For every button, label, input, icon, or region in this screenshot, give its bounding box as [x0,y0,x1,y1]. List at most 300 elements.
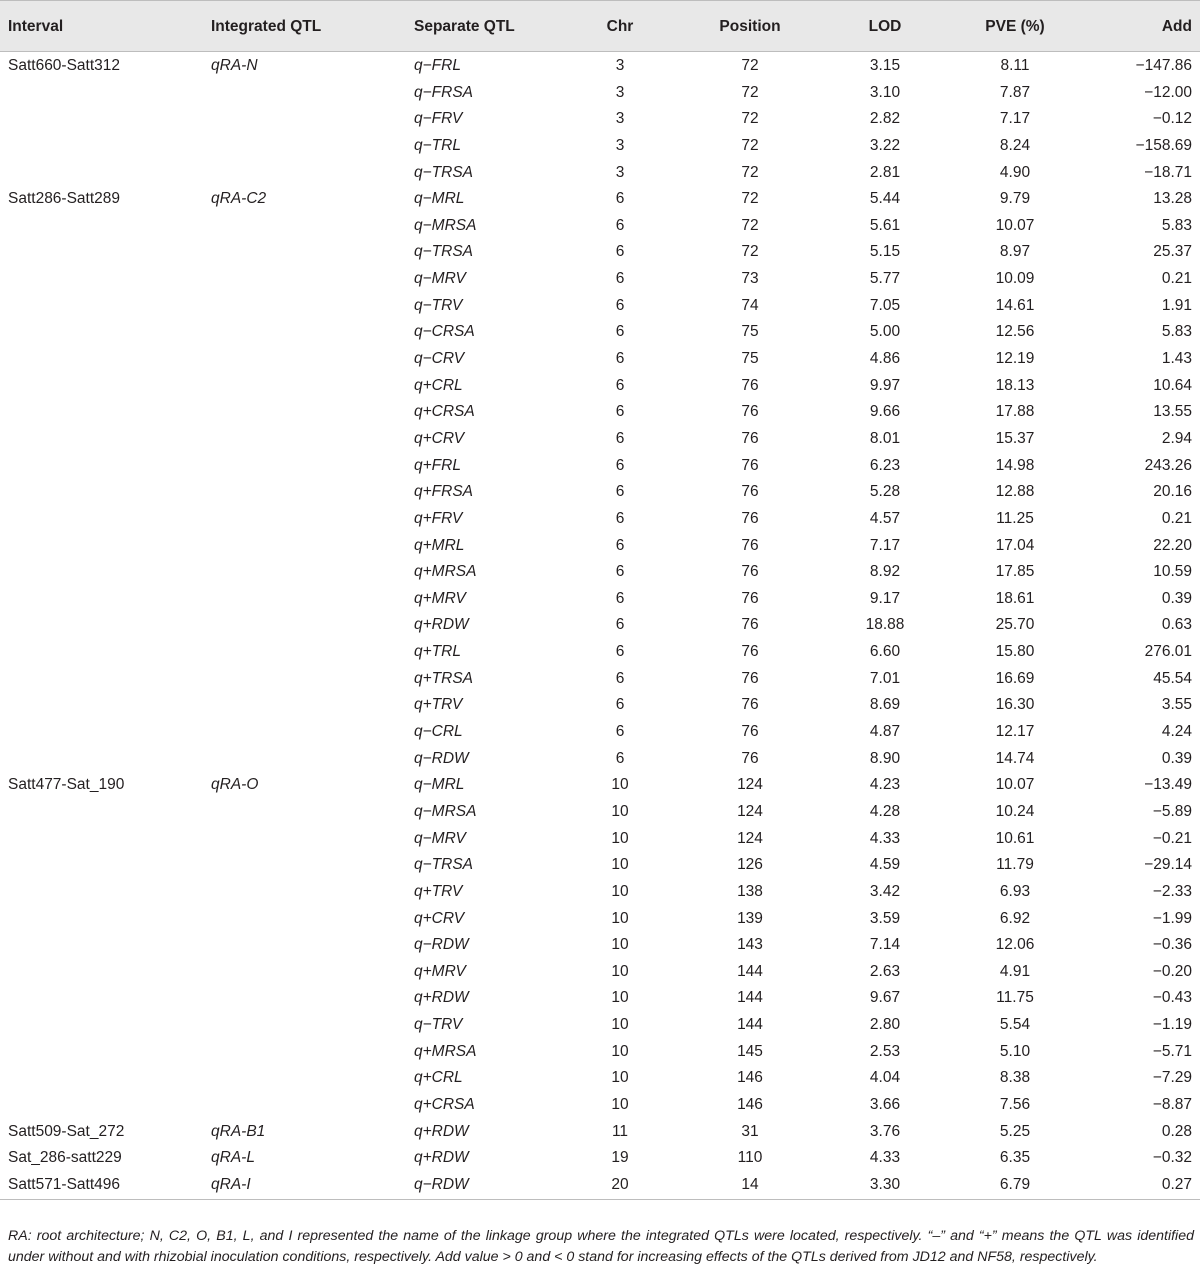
cell-chr: 19 [611,1149,629,1167]
cell-chr: 6 [615,696,625,714]
table-row [0,160,1200,187]
cell-separate-qtl: q+MRV [414,962,466,980]
table-row [0,985,1200,1012]
table-row [0,1065,1200,1092]
cell-pve: 15.80 [995,643,1035,661]
cell-chr: 6 [615,723,625,741]
cell-position: 76 [741,696,759,714]
table-row [0,666,1200,693]
cell-chr: 6 [615,216,625,234]
table-row [0,1039,1200,1066]
cell-position: 31 [741,1122,759,1140]
cell-position: 75 [741,350,759,368]
cell-interval: Satt660-Satt312 [8,57,121,74]
cell-position: 144 [737,1016,763,1034]
cell-separate-qtl: q−TRSA [414,163,474,181]
table-row [0,346,1200,373]
cell-chr: 10 [611,909,629,927]
cell-separate-qtl: q−RDW [414,749,469,767]
cell-chr: 6 [615,403,625,421]
cell-chr: 6 [615,323,625,341]
cell-lod: 2.80 [869,1016,901,1034]
cell-pve: 10.09 [995,270,1035,288]
cell-add: 45.54 [1153,669,1192,687]
cell-chr: 6 [615,589,625,607]
cell-pve: 15.37 [995,429,1035,447]
cell-lod: 4.87 [869,723,901,741]
table-header [0,0,1200,52]
cell-pve: 7.56 [999,1095,1031,1113]
cell-position: 76 [741,669,759,687]
cell-lod: 9.17 [869,589,901,607]
cell-pve: 7.17 [999,110,1031,128]
table-row [0,133,1200,160]
cell-lod: 7.17 [869,536,901,554]
cell-position: 72 [741,243,759,261]
cell-add: −18.71 [1144,163,1192,181]
cell-position: 146 [737,1095,763,1113]
table-row [0,586,1200,613]
table-row [0,1172,1200,1199]
table-row [0,639,1200,666]
cell-pve: 5.54 [999,1016,1031,1034]
cell-lod: 7.14 [869,936,901,954]
cell-pve: 6.92 [999,909,1031,927]
cell-separate-qtl: q−TRSA [414,243,474,261]
cell-chr: 6 [615,509,625,527]
cell-add: −5.89 [1152,802,1192,820]
table-row [0,932,1200,959]
cell-position: 76 [741,429,759,447]
cell-pve: 6.93 [999,882,1031,900]
cell-pve: 11.25 [996,509,1034,527]
cell-position: 124 [737,776,763,794]
cell-lod: 5.44 [869,190,901,208]
cell-pve: 12.19 [995,350,1035,368]
cell-add: 276.01 [1144,643,1192,661]
header-pve: PVE (%) [985,18,1045,35]
cell-position: 76 [741,589,759,607]
cell-pve: 10.07 [995,776,1035,794]
cell-lod: 5.77 [869,270,901,288]
cell-separate-qtl: q+RDW [414,616,469,634]
cell-pve: 17.04 [995,536,1035,554]
cell-lod: 3.66 [869,1095,901,1113]
cell-lod: 5.15 [869,243,901,261]
cell-lod: 4.28 [869,802,901,820]
cell-lod: 6.60 [869,643,901,661]
cell-chr: 10 [611,882,629,900]
cell-separate-qtl: q−FRSA [414,83,474,101]
cell-lod: 8.69 [869,696,901,714]
cell-pve: 10.07 [995,216,1035,234]
cell-lod: 8.90 [869,749,901,767]
table-row [0,612,1200,639]
cell-add: 4.24 [1161,723,1192,741]
cell-separate-qtl: q+TRSA [414,669,474,687]
cell-pve: 14.61 [995,296,1035,314]
cell-chr: 10 [611,1095,629,1113]
cell-lod: 4.33 [869,829,901,847]
cell-interval: Satt509-Sat_272 [8,1122,125,1140]
table-row [0,319,1200,346]
cell-add: 0.27 [1161,1175,1192,1193]
cell-chr: 6 [615,483,625,501]
table-row [0,559,1200,586]
table-row [0,506,1200,533]
cell-lod: 2.81 [869,163,901,181]
cell-lod: 3.10 [869,83,901,101]
table-row [0,426,1200,453]
cell-lod: 3.76 [869,1122,901,1140]
cell-separate-qtl: q+FRL [414,456,461,474]
cell-lod: 5.61 [869,216,901,234]
header-interval: Interval [8,18,64,35]
cell-separate-qtl: q+CRL [414,376,463,394]
cell-chr: 6 [615,616,625,634]
table-row [0,772,1200,799]
cell-separate-qtl: q−FRV [414,110,463,128]
cell-separate-qtl: q−MRV [414,829,466,847]
table-bottom-rule [0,1199,1200,1200]
cell-add: 0.21 [1161,270,1192,288]
table-row [0,719,1200,746]
cell-add: −0.32 [1152,1149,1192,1167]
cell-separate-qtl: q+FRV [414,509,463,527]
cell-separate-qtl: q+MRSA [414,1042,477,1060]
cell-lod: 7.05 [869,296,901,314]
cell-chr: 10 [611,936,629,954]
cell-add: 0.39 [1161,589,1192,607]
cell-position: 76 [741,536,759,554]
cell-lod: 8.01 [869,429,901,447]
cell-add: 10.59 [1153,563,1192,581]
cell-add: 3.55 [1161,696,1192,714]
cell-add: 0.28 [1161,1122,1192,1140]
cell-pve: 12.56 [995,323,1035,341]
cell-chr: 6 [615,536,625,554]
table-row [0,533,1200,560]
cell-lod: 9.97 [869,376,901,394]
cell-add: −0.36 [1152,936,1192,954]
cell-position: 146 [737,1069,763,1087]
cell-lod: 3.59 [869,909,901,927]
cell-position: 144 [737,989,763,1007]
cell-pve: 6.35 [999,1149,1031,1167]
cell-separate-qtl: q+RDW [414,989,469,1007]
cell-chr: 3 [615,163,625,181]
cell-add: −5.71 [1152,1042,1192,1060]
table-row [0,106,1200,133]
cell-separate-qtl: q−MRSA [414,216,477,234]
cell-separate-qtl: q−MRV [414,270,466,288]
table-row [0,746,1200,773]
cell-integrated-qtl: qRA-C2 [211,190,267,208]
cell-pve: 8.38 [999,1069,1031,1087]
cell-position: 72 [741,57,759,74]
cell-position: 124 [737,829,763,847]
cell-separate-qtl: q−MRL [414,190,465,208]
cell-add: −1.99 [1152,909,1192,927]
cell-lod: 4.86 [869,350,901,368]
cell-chr: 6 [615,296,625,314]
cell-integrated-qtl: qRA-O [211,776,259,794]
table-row [0,80,1200,107]
cell-chr: 6 [615,749,625,767]
cell-position: 76 [741,376,759,394]
cell-pve: 25.70 [995,616,1035,634]
cell-pve: 10.61 [995,829,1035,847]
cell-pve: 16.69 [995,669,1035,687]
cell-add: 0.63 [1161,616,1192,634]
cell-separate-qtl: q+FRSA [414,483,474,501]
cell-lod: 18.88 [865,616,905,634]
cell-add: −12.00 [1144,83,1192,101]
cell-chr: 6 [615,190,625,208]
cell-chr: 6 [615,376,625,394]
cell-position: 76 [741,616,759,634]
table-row [0,1012,1200,1039]
cell-separate-qtl: q−MRSA [414,802,477,820]
header-lod: LOD [868,18,902,35]
cell-chr: 10 [611,776,629,794]
cell-pve: 9.79 [999,190,1031,208]
cell-separate-qtl: q−TRV [414,296,463,314]
cell-add: −0.12 [1152,110,1192,128]
cell-chr: 10 [611,1016,629,1034]
cell-lod: 4.33 [869,1149,901,1167]
cell-position: 144 [737,962,763,980]
cell-separate-qtl: q+CRL [414,1069,463,1087]
cell-separate-qtl: q−MRL [414,776,465,794]
cell-pve: 18.13 [995,376,1035,394]
cell-lod: 2.63 [869,962,901,980]
cell-add: −8.87 [1152,1095,1192,1113]
cell-chr: 3 [615,136,625,154]
cell-chr: 10 [611,989,629,1007]
cell-chr: 3 [615,110,625,128]
cell-add: −2.33 [1152,882,1192,900]
cell-position: 76 [741,483,759,501]
header-position: Position [719,18,781,35]
cell-add: −29.14 [1144,856,1192,874]
cell-add: 2.94 [1161,429,1192,447]
cell-lod: 3.30 [869,1175,901,1193]
cell-chr: 3 [615,83,625,101]
cell-pve: 14.98 [995,456,1035,474]
cell-chr: 6 [615,669,625,687]
cell-chr: 3 [615,57,625,74]
cell-add: −1.19 [1152,1016,1192,1034]
cell-add: 243.26 [1144,456,1192,474]
cell-pve: 17.85 [995,563,1035,581]
cell-interval: Satt286-Satt289 [8,190,121,208]
cell-position: 126 [737,856,763,874]
cell-integrated-qtl: qRA-I [211,1175,251,1193]
cell-add: −147.86 [1135,57,1192,74]
cell-pve: 12.88 [995,483,1035,501]
cell-pve: 7.87 [999,83,1031,101]
cell-position: 76 [741,456,759,474]
cell-lod: 5.00 [869,323,901,341]
cell-position: 73 [741,270,759,288]
cell-position: 72 [741,190,759,208]
cell-separate-qtl: q−TRL [414,136,461,154]
cell-separate-qtl: q+MRV [414,589,466,607]
table-row [0,826,1200,853]
cell-chr: 6 [615,270,625,288]
cell-pve: 14.74 [995,749,1035,767]
cell-chr: 6 [615,350,625,368]
cell-lod: 3.15 [869,57,901,74]
cell-chr: 6 [615,643,625,661]
cell-pve: 11.75 [996,989,1034,1007]
cell-separate-qtl: q−CRV [414,350,465,368]
cell-position: 76 [741,403,759,421]
cell-chr: 10 [611,802,629,820]
table-footnote: RA: root architecture; N, C2, O, B1, L, and I represented the name of the linkage group where the integrated QTLs were located, respectively. “–” and “+” means the QTL was identified under without and with rhizobial inoculation conditions, respectively. Add value > 0 and < 0 stand for increasing effects of the QTLs derived from JD12 and NF58, respectively. [8,1228,1194,1265]
cell-integrated-qtl: qRA-B1 [211,1122,266,1140]
cell-lod: 2.53 [869,1042,901,1060]
cell-separate-qtl: q−TRSA [414,856,474,874]
table-row [0,1119,1200,1146]
cell-add: 20.16 [1153,483,1192,501]
cell-lod: 4.57 [869,509,901,527]
cell-chr: 10 [611,1069,629,1087]
cell-interval: Satt477-Sat_190 [8,776,125,794]
cell-position: 14 [741,1175,759,1193]
cell-position: 138 [737,882,763,900]
cell-add: −13.49 [1144,776,1192,794]
cell-integrated-qtl: qRA-N [211,57,258,74]
cell-pve: 4.90 [999,163,1031,181]
table-row [0,266,1200,293]
cell-position: 75 [741,323,759,341]
cell-position: 145 [737,1042,763,1060]
cell-add: 22.20 [1153,536,1192,554]
cell-lod: 6.23 [869,456,901,474]
cell-chr: 10 [611,829,629,847]
cell-add: −0.43 [1152,989,1192,1007]
table-row [0,293,1200,320]
cell-lod: 3.22 [869,136,901,154]
cell-pve: 16.30 [995,696,1035,714]
cell-lod: 9.67 [869,989,901,1007]
table-body [0,53,1200,1199]
cell-chr: 6 [615,243,625,261]
cell-chr: 10 [611,1042,629,1060]
table-row [0,399,1200,426]
cell-position: 76 [741,563,759,581]
cell-pve: 17.88 [995,403,1035,421]
cell-add: 13.28 [1153,190,1192,208]
cell-add: −158.69 [1135,136,1192,154]
header-separate-qtl: Separate QTL [414,18,515,35]
cell-separate-qtl: q+TRV [414,882,463,900]
cell-separate-qtl: q+CRV [414,429,465,447]
cell-lod: 4.23 [869,776,901,794]
cell-position: 110 [737,1149,763,1167]
cell-add: −0.21 [1152,829,1192,847]
cell-add: 5.83 [1161,216,1192,234]
cell-chr: 6 [615,456,625,474]
cell-pve: 4.91 [999,962,1031,980]
cell-lod: 3.42 [869,882,901,900]
cell-interval: Sat_286-satt229 [8,1149,122,1167]
cell-separate-qtl: q−RDW [414,1175,469,1193]
table-row [0,959,1200,986]
cell-position: 72 [741,163,759,181]
cell-pve: 11.79 [996,856,1034,874]
cell-position: 74 [741,296,759,314]
table-row [0,239,1200,266]
cell-separate-qtl: q+CRSA [414,403,475,421]
cell-separate-qtl: q+RDW [414,1122,469,1140]
cell-pve: 6.79 [999,1175,1031,1193]
table-row [0,879,1200,906]
table-row [0,453,1200,480]
cell-chr: 20 [611,1175,629,1193]
header-add: Add [1161,18,1192,35]
cell-separate-qtl: q+MRL [414,536,465,554]
cell-add: 13.55 [1153,403,1192,421]
cell-pve: 8.97 [999,243,1031,261]
cell-position: 124 [737,802,763,820]
table-row [0,799,1200,826]
cell-separate-qtl: q+TRL [414,643,461,661]
cell-add: 10.64 [1153,376,1192,394]
cell-position: 72 [741,110,759,128]
cell-integrated-qtl: qRA-L [211,1149,255,1167]
cell-chr: 10 [611,962,629,980]
cell-add: 0.39 [1161,749,1192,767]
table-row [0,1145,1200,1172]
cell-add: −0.20 [1152,962,1192,980]
cell-add: 25.37 [1153,243,1192,261]
cell-pve: 18.61 [995,589,1035,607]
table-row [0,479,1200,506]
cell-position: 72 [741,136,759,154]
cell-position: 76 [741,509,759,527]
cell-chr: 10 [611,856,629,874]
cell-pve: 5.10 [999,1042,1031,1060]
header-integrated-qtl: Integrated QTL [211,18,322,35]
cell-add: 1.91 [1161,296,1192,314]
cell-chr: 6 [615,429,625,447]
cell-add: 1.43 [1161,350,1192,368]
cell-lod: 4.59 [869,856,901,874]
cell-pve: 10.24 [995,802,1035,820]
cell-pve: 8.11 [1000,57,1030,74]
cell-pve: 12.17 [995,723,1035,741]
cell-position: 76 [741,643,759,661]
cell-separate-qtl: q+TRV [414,696,463,714]
cell-add: 0.21 [1161,509,1192,527]
cell-pve: 12.06 [995,936,1035,954]
cell-position: 76 [741,749,759,767]
table-row [0,692,1200,719]
table-row [0,53,1200,80]
cell-lod: 2.82 [869,110,901,128]
cell-position: 76 [741,723,759,741]
cell-interval: Satt571-Satt496 [8,1175,121,1193]
cell-separate-qtl: q−TRV [414,1016,463,1034]
cell-separate-qtl: q+MRSA [414,563,477,581]
table-row [0,186,1200,213]
cell-lod: 5.28 [869,483,901,501]
cell-separate-qtl: q+CRSA [414,1095,475,1113]
cell-lod: 4.04 [869,1069,901,1087]
